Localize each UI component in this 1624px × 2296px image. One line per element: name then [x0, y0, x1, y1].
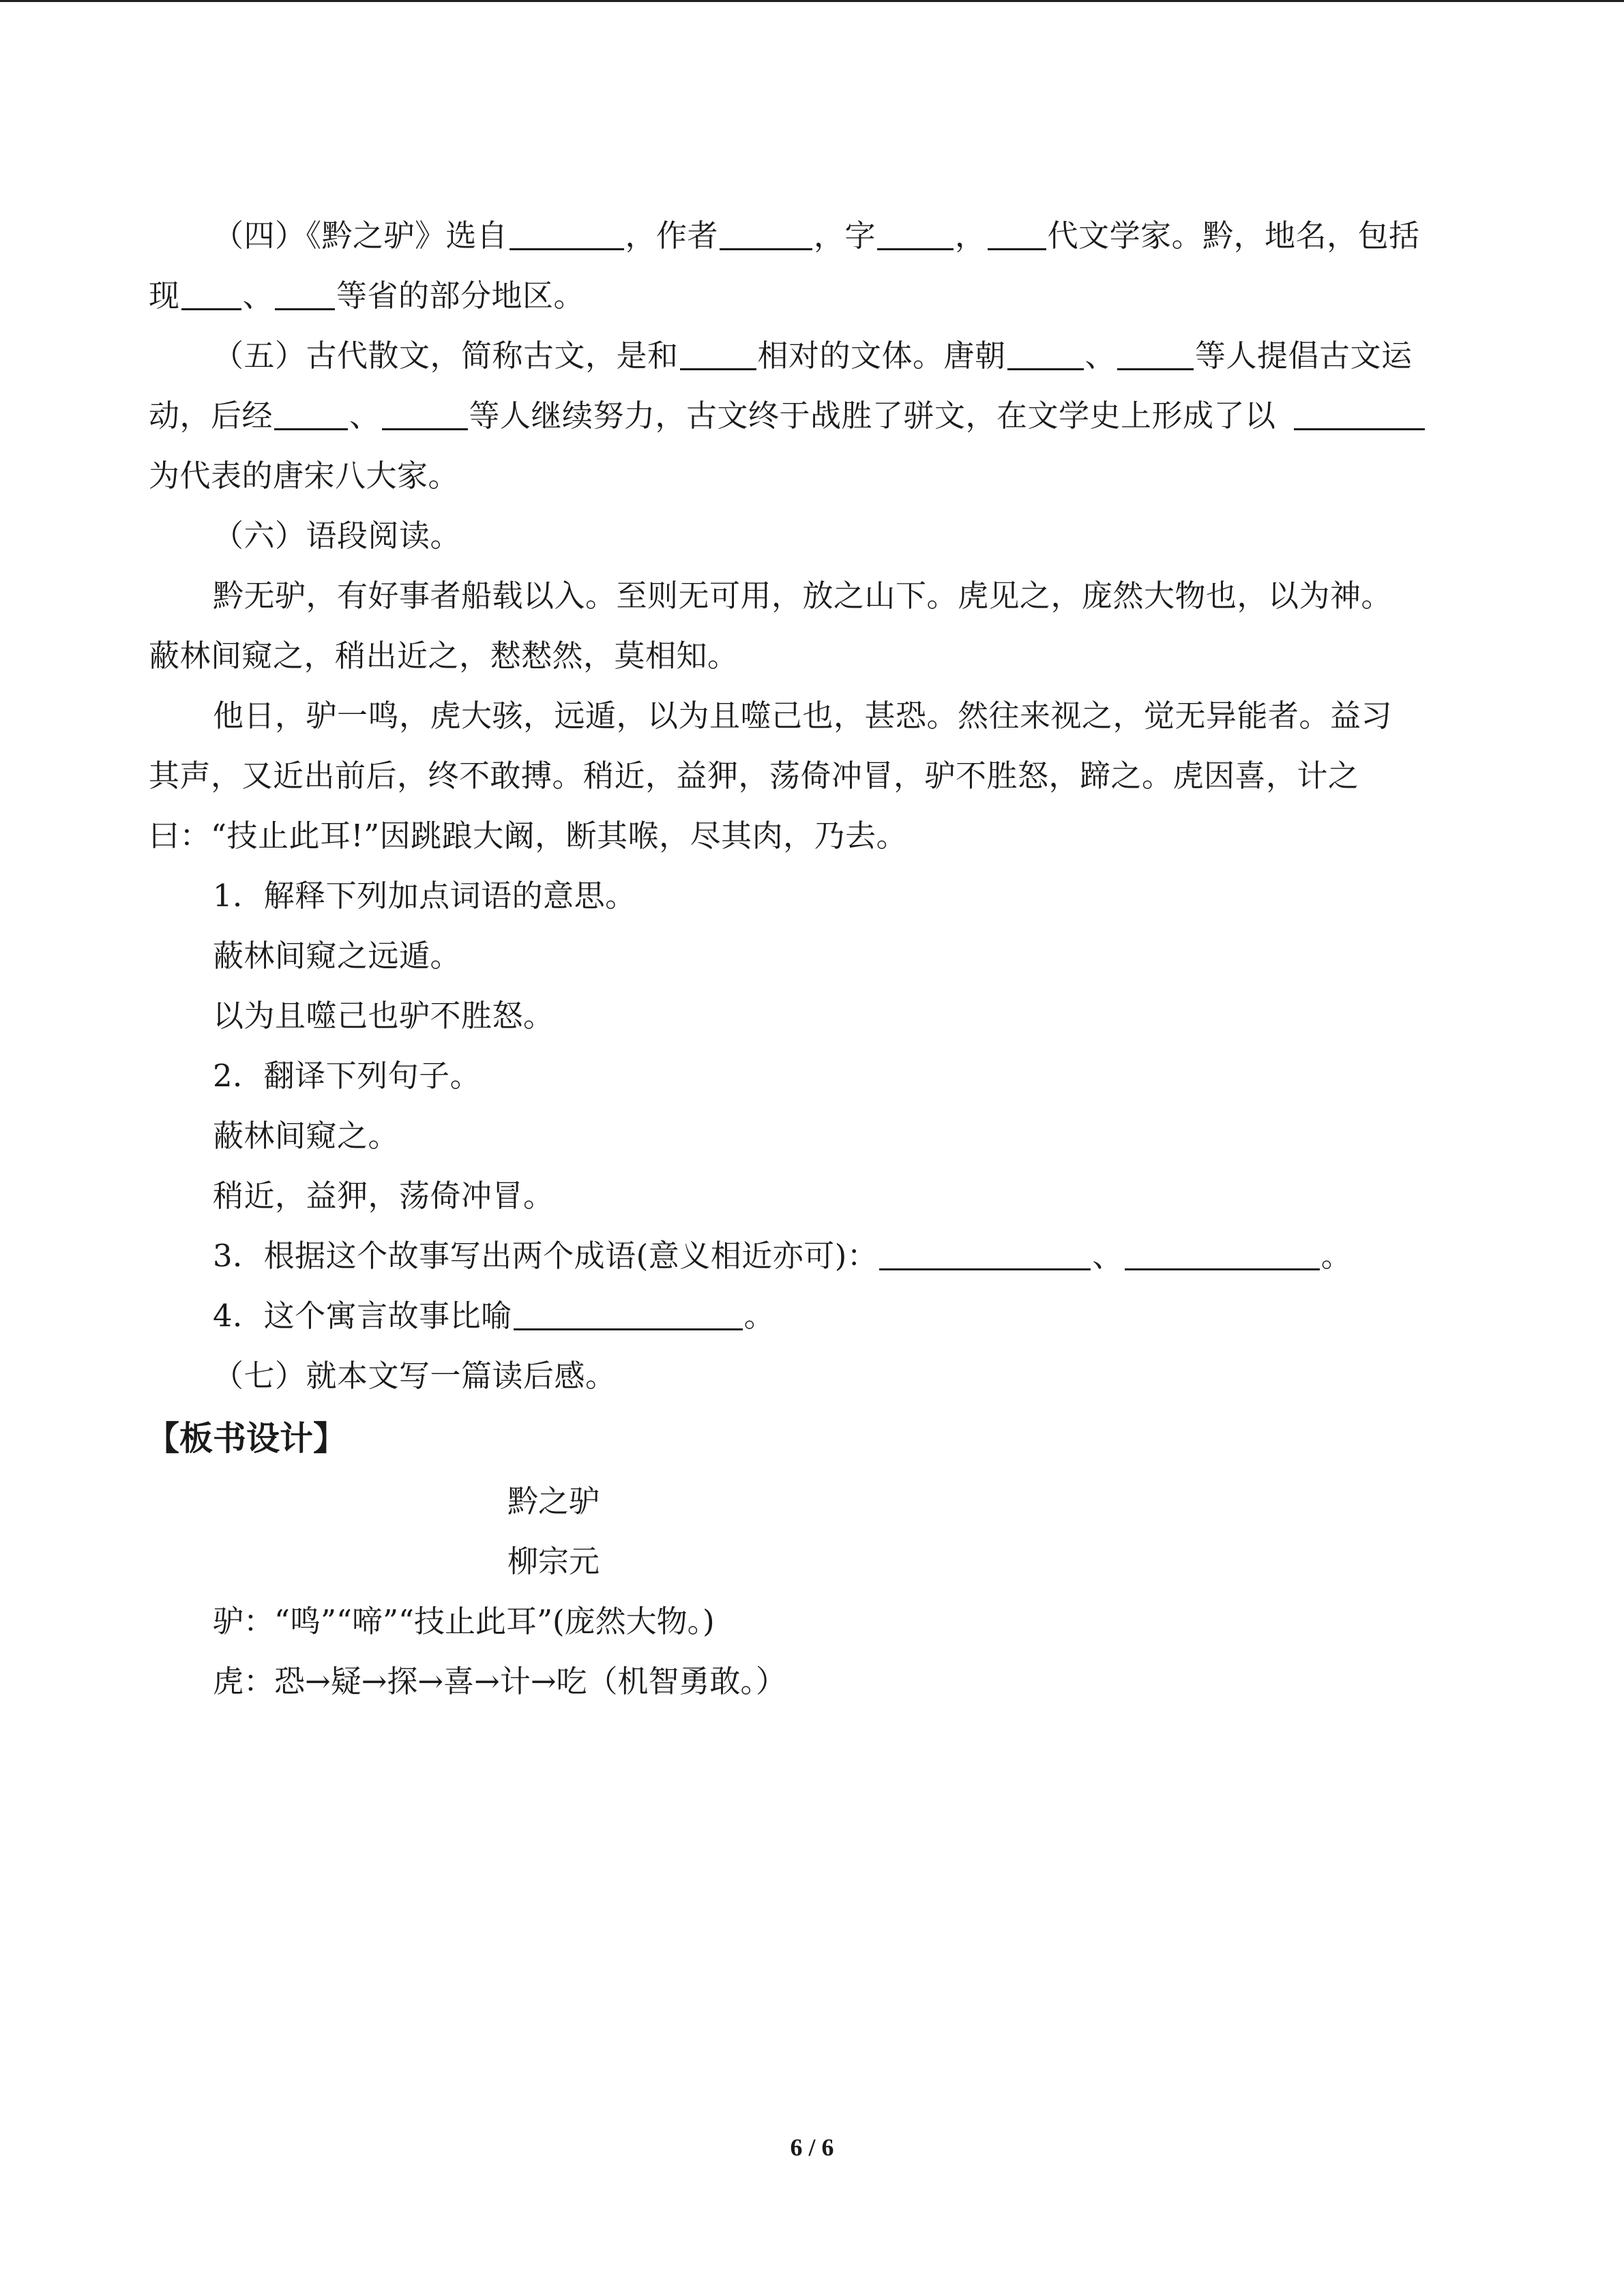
board-title: 黔之驴 [507, 1483, 600, 1519]
question-1: 1．解释下列加点词语的意思。 [213, 878, 636, 914]
blank [879, 1238, 1091, 1270]
blank [1294, 398, 1425, 430]
blank [720, 218, 812, 250]
blank [680, 338, 756, 370]
text: 、 [1084, 338, 1117, 374]
section-6-title: （六）语段阅读。 [213, 518, 462, 554]
question-2-item: 稍近，益狎，荡倚冲冒。 [213, 1178, 555, 1214]
question-5-line-2 [149, 386, 1477, 446]
page-number: 6 / 6 [790, 2134, 834, 2161]
top-border [0, 0, 1624, 2]
blank [275, 278, 335, 310]
text: 。 [743, 1298, 776, 1334]
passage-line: 曰：“技止此耳!”因跳踉大阚，断其喉，尽其肉，乃去。 [149, 818, 908, 854]
board-donkey: 驴：“鸣”“啼”“技止此耳”(庞然大物。) [213, 1603, 715, 1639]
board-tiger: 虎：恐→疑→探→喜→计→吃（机智勇敢。） [213, 1663, 787, 1699]
text: ， [955, 218, 986, 254]
board-author: 柳宗元 [507, 1543, 600, 1579]
passage-line: 蔽林间窥之，稍出近之，慭慭然，莫相知。 [149, 638, 739, 674]
text: 、 [1092, 1238, 1123, 1274]
question-2: 2．翻译下列句子。 [213, 1058, 482, 1094]
blank [877, 218, 954, 250]
blank [274, 398, 348, 430]
question-5-line-3 [149, 446, 1477, 506]
question-5-line-1 [149, 326, 1477, 386]
question-4-line-1 [149, 206, 1477, 266]
text: 动，后经 [149, 398, 274, 434]
text: 3．根据这个故事写出两个成语(意义相近亦可)： [213, 1238, 879, 1274]
question-4-line-2 [149, 266, 1477, 326]
passage-line: 他日，驴一鸣，虎大骇，远遁，以为且噬己也，甚恐。然往来视之，觉无异能者。益习 [213, 698, 1393, 734]
blank [1125, 1238, 1320, 1270]
question-2-item: 蔽林间窥之。 [213, 1118, 400, 1154]
passage-line: 其声，又近出前后，终不敢搏。稍近，益狎，荡倚冲冒，驴不胜怒，蹄之。虎因喜，计之 [149, 758, 1359, 794]
text: 、 [349, 398, 381, 434]
text: 等人继续努力，古文终于战胜了骈文，在文学史上形成了以 [469, 398, 1276, 434]
question-7: （七）就本文写一篇读后感。 [213, 1358, 617, 1394]
text: 相对的文体。唐朝 [757, 338, 1006, 374]
text: （五）古代散文，简称古文，是和 [213, 338, 679, 374]
blank [181, 278, 241, 310]
text: ，字 [814, 218, 876, 254]
text: 、 [242, 278, 274, 314]
blank [1117, 338, 1194, 370]
question-4 [149, 1286, 1477, 1346]
question-3 [149, 1226, 1477, 1286]
text: 。 [1320, 1238, 1353, 1274]
text: 等省的部分地区。 [336, 278, 585, 314]
text: 现 [149, 278, 180, 314]
text: ，作者 [625, 218, 719, 254]
blank [510, 218, 624, 250]
blank [988, 218, 1046, 250]
board-design-heading: 【板书设计】 [146, 1419, 347, 1458]
text: 4．这个寓言故事比喻 [213, 1298, 512, 1334]
blank [1007, 338, 1084, 370]
blank [514, 1298, 743, 1330]
text: 代文学家。黔，地名，包括 [1047, 218, 1420, 254]
document-body [146, 206, 1477, 1712]
blank [382, 398, 468, 430]
passage-line: 黔无驴，有好事者船载以入。至则无可用，放之山下。虎见之，庞然大物也，以为神。 [213, 578, 1393, 614]
question-1-item: 蔽林间窥之远遁。 [213, 938, 462, 974]
question-1-item: 以为且噬己也驴不胜怒。 [213, 998, 555, 1034]
text: （四）《黔之驴》选自 [213, 218, 508, 254]
text: 为代表的唐宋八大家。 [149, 458, 460, 494]
text: 等人提倡古文运 [1195, 338, 1413, 374]
